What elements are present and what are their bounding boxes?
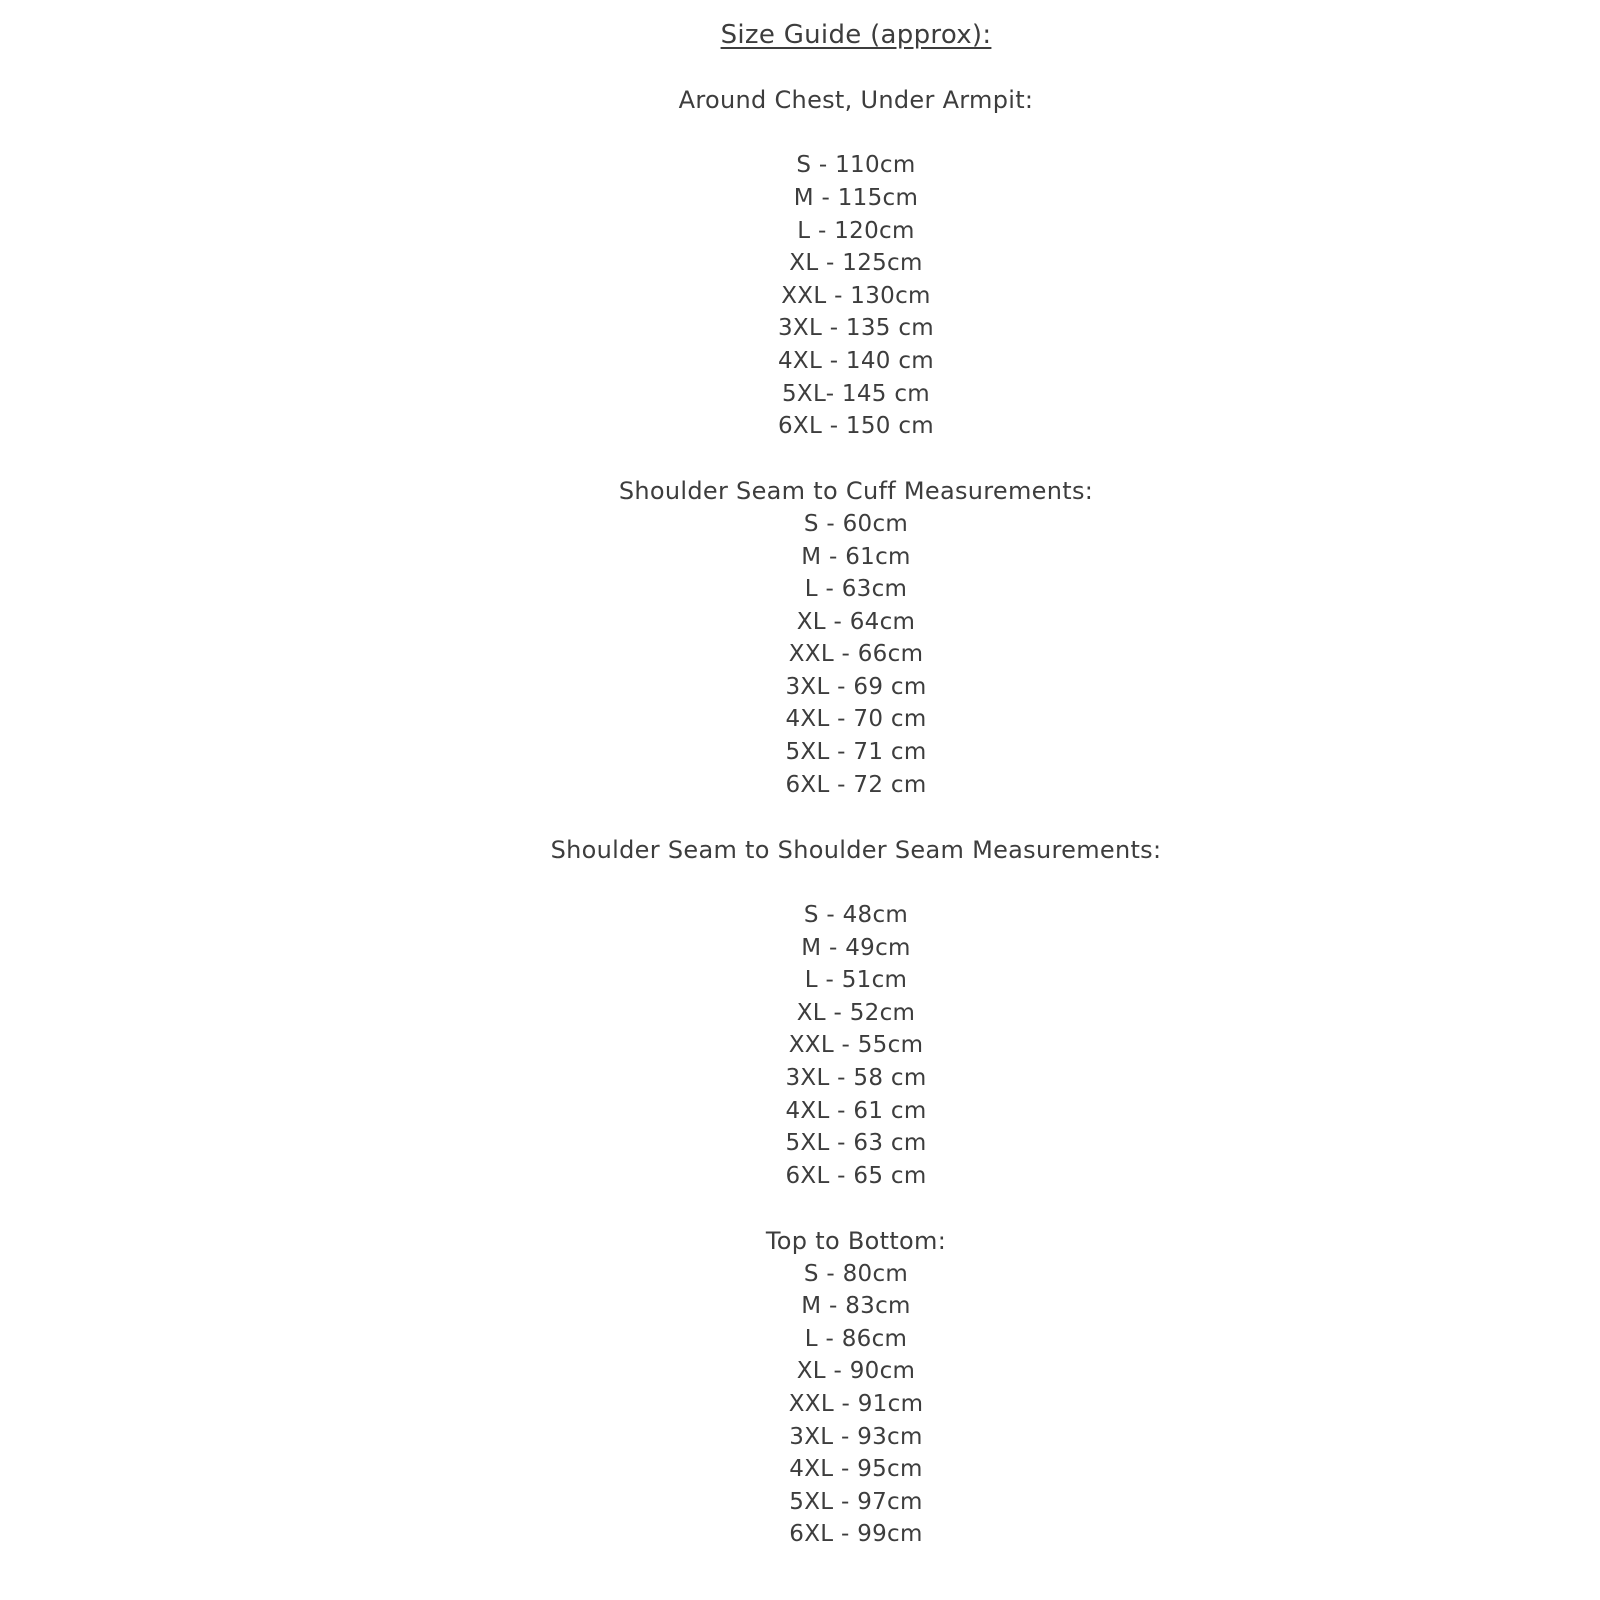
blank-line bbox=[112, 801, 1600, 834]
size-line: 3XL - 135 cm bbox=[778, 315, 934, 342]
size-line: 5XL- 145 cm bbox=[782, 380, 930, 407]
section-heading: Top to Bottom: bbox=[765, 1226, 947, 1255]
size-line: M - 83cm bbox=[801, 1293, 911, 1320]
size-line: L - 86cm bbox=[804, 1325, 908, 1352]
size-line: XL - 64cm bbox=[796, 608, 916, 635]
size-line: 5XL - 63 cm bbox=[785, 1130, 927, 1157]
blank-line bbox=[112, 866, 1600, 899]
blank-line bbox=[112, 1192, 1600, 1225]
measurement-section bbox=[112, 1225, 1600, 1551]
section-heading: Shoulder Seam to Shoulder Seam Measurements: bbox=[550, 835, 1162, 864]
size-line: S - 110cm bbox=[796, 152, 916, 179]
size-line: L - 63cm bbox=[804, 576, 908, 603]
size-line: M - 61cm bbox=[801, 543, 911, 570]
section-heading: Around Chest, Under Armpit: bbox=[678, 86, 1034, 115]
size-line: XL - 52cm bbox=[796, 999, 916, 1026]
size-line: 4XL - 95cm bbox=[789, 1456, 923, 1483]
blank-line bbox=[112, 117, 1600, 150]
page-title: Size Guide (approx): bbox=[720, 20, 992, 50]
size-line: XL - 125cm bbox=[789, 250, 923, 277]
measurement-section bbox=[112, 84, 1600, 443]
size-line: 6XL - 150 cm bbox=[778, 413, 934, 440]
blank-line bbox=[112, 443, 1600, 476]
size-line: 4XL - 70 cm bbox=[785, 706, 927, 733]
section-heading: Shoulder Seam to Cuff Measurements: bbox=[618, 477, 1094, 506]
size-line: S - 80cm bbox=[803, 1260, 909, 1287]
size-line: M - 115cm bbox=[793, 184, 919, 211]
size-line: 5XL - 71 cm bbox=[785, 739, 927, 766]
size-line: XXL - 130cm bbox=[781, 282, 931, 309]
size-line: XXL - 91cm bbox=[788, 1390, 924, 1417]
size-line: 3XL - 58 cm bbox=[785, 1065, 927, 1091]
size-line: L - 51cm bbox=[804, 967, 908, 994]
size-line: M - 49cm bbox=[801, 934, 911, 961]
size-line: XL - 90cm bbox=[796, 1358, 916, 1385]
size-line: 3XL - 69 cm bbox=[785, 673, 927, 700]
size-line: L - 120cm bbox=[797, 217, 915, 244]
size-line: S - 60cm bbox=[803, 510, 909, 537]
size-line: XXL - 55cm bbox=[788, 1032, 924, 1059]
size-line: 6XL - 72 cm bbox=[785, 771, 927, 798]
measurement-section bbox=[112, 475, 1600, 801]
size-line: 4XL - 140 cm bbox=[778, 347, 934, 374]
size-line: S - 48cm bbox=[803, 902, 909, 929]
sections-container bbox=[112, 84, 1600, 1551]
size-line: 6XL - 99cm bbox=[789, 1521, 923, 1548]
size-line: 4XL - 61 cm bbox=[785, 1097, 927, 1124]
size-line: 6XL - 65 cm bbox=[785, 1162, 927, 1189]
measurement-section bbox=[112, 834, 1600, 1193]
size-line: 3XL - 93cm bbox=[789, 1423, 923, 1450]
size-line: 5XL - 97cm bbox=[789, 1488, 923, 1515]
size-line: XXL - 66cm bbox=[788, 641, 924, 668]
blank-line bbox=[112, 52, 1600, 85]
